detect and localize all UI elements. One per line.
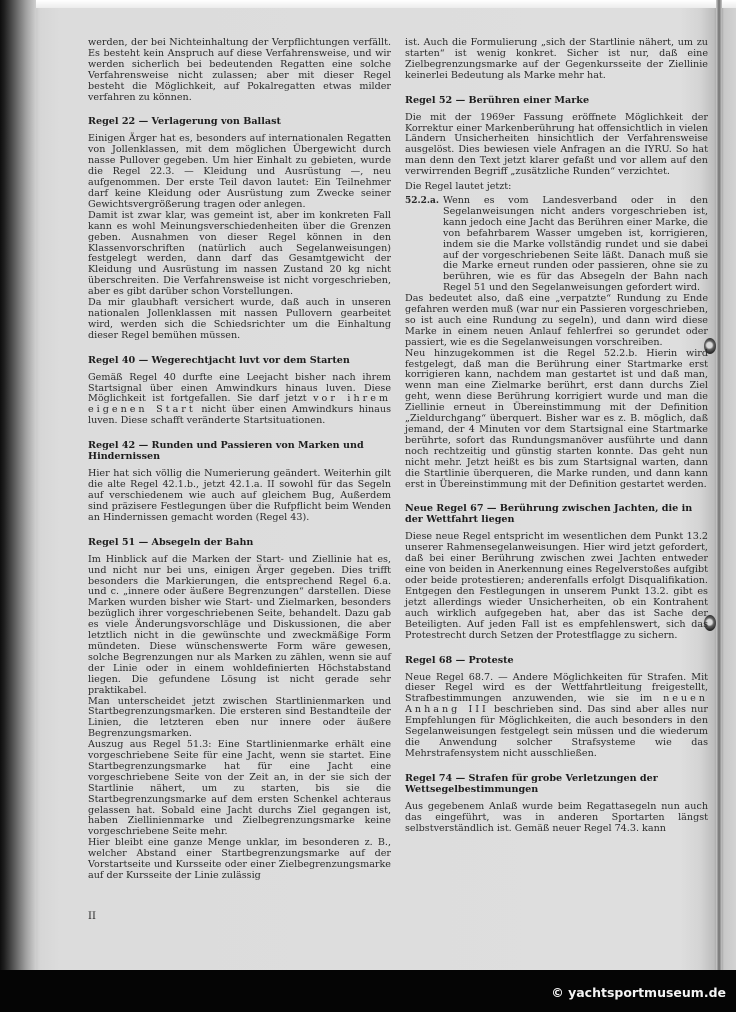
paragraph-text: beschrieben sind. Das sind aber alles nur Empfehlungen für Möglichkeiten, die auch besonders in den Segelanweisungen festgelegt sein müssen und die wiederum die Anwendung solcher Strafsysteme wie das Mehrstrafensystem nicht ausschließen. xyxy=(405,704,708,759)
paragraph xyxy=(88,373,391,428)
paragraph: Man unterscheidet jetzt zwischen Startlinienmarken und Startbegrenzungsmarken. Die ersteren sind Bestandteile der Linien, die letzteren eben nur innere oder äußere Begrenzungsmarken. xyxy=(88,695,391,740)
section-heading: Regel 52 — Berühren einer Marke xyxy=(405,94,590,106)
paragraph-text: Gemäß Regel 40 durfte eine Leejacht bisher nach ihrem Startsignal über einen Amwindkurs hinaus luven. Diese Möglichkeit ist fortgefallen. Sie darf jetzt xyxy=(88,371,391,405)
intro-paragraph: werden, der bei Nichteinhaltung der Verpflichtungen verfällt. Es besteht kein Anspruch auf diese Verfahrensweise, und wir werden sicherlich bei bedeutenden Regatten eine solche Verfahrensweise nicht zulassen; aber mit dieser Regel besteht die Möglichkeit, auf Pokalregatten etwas milder verfahren zu können. xyxy=(88,37,391,103)
page-number: II xyxy=(88,911,96,922)
watermark: © yachtsportmuseum.de xyxy=(551,985,726,1000)
book-spine-shadow xyxy=(0,0,36,970)
paragraph-text: nicht über einen Amwindkurs hinaus luven. Diese schafft veränderte Startsituationen. xyxy=(88,404,391,427)
paragraph: Das bedeutet also, daß eine „verpatzte“ Rundung zu Ende gefahren werden muß (war nur ein Passieren vorgeschrieben, so ist auch eine Rundung zu segeln), und dann wird diese Marke in einem neuen Anlauf fehlerfrei so gerundet oder passiert, wie es die Segelanweisungen vorschreiben. xyxy=(405,293,708,348)
paragraph: Die Regel lautet jetzt: xyxy=(405,181,512,193)
section-heading: Neue Regel 67 — Berührung zwischen Jachten, die in der Wettfahrt liegen xyxy=(405,503,693,526)
paragraph: Damit ist zwar klar, was gemeint ist, aber im konkreten Fall kann es wohl Meinungsverschiedenheiten über die Grenzen geben. Ausnahmen von dieser Regel können in den Klassenvorschriften (natürlich auch Segelanweisungen) festgelegt werden, dann darf das Gesamtgewicht der Kleidung und Ausrüstung im nassen Zustand 20 kg nicht überschreiten. Die Verfahrensweise ist nicht vorgeschrieben, aber es gibt darüber schon Vorstellungen. xyxy=(88,209,391,298)
paragraph: Da mir glaubhaft versichert wurde, daß auch in unseren nationalen Jollenklassen mit nassen Pullovern gearbeitet wird, werden sich die Schiedsrichter um die Einhaltung dieser Regel bemühen müssen. xyxy=(88,297,391,341)
paragraph: Diese neue Regel entspricht im wesentlichen dem Punkt 13.2 unserer Rahmensegelanweisungen. Hier wird jetzt gefordert, daß bei einer Berührung zwischen zwei Jachten entweder eine von beiden in Anerkennung eines Regelverstoßes aufgibt oder beide protestieren; anderenfalls erfolgt Disqualifikation. Entgegen den Festlegungen in unserem Punkt 13.2. gibt es jetzt allerdings wieder Unsicherheiten, ob ein Kontrahent auch wirklich aufgegeben hat, aber das ist Sache der Beteiligten. Auf jeden Fall ist es empfehlenswert, sich das Protestrecht durch Setzen der Protestflagge zu sichern. xyxy=(405,531,708,641)
paragraph: Einigen Ärger hat es, besonders auf internationalen Regatten von Jollenklassen, mit dem möglichen Übergewicht durch nasse Pullover gegeben. Um hier Einhalt zu gebieten, wurde die Regel 22.3. — Kleidung und Ausrüstung —, neu aufgenommen. Der erste Teil davon lautet: Ein Teilnehmer darf keine Kleidung oder Ausrüstung zum Zwecke seiner Gewichtsvergrößerung tragen oder anlegen. xyxy=(88,133,391,210)
rule-number: 52.2.a. xyxy=(405,195,440,206)
intro-paragraph: ist. Auch die Formulierung „sich der Startlinie nähert, um zu starten“ ist wenig konkret. Sicher ist nur, daß eine Zielbegrenzungsmarke auf der Gegenkursseite der Ziellinie keinerlei Bedeutung als Marke mehr hat. xyxy=(405,37,708,81)
left-column xyxy=(88,38,391,882)
page-gutter xyxy=(716,0,722,970)
paragraph: Hier hat sich völlig die Numerierung geändert. Weiterhin gilt die alte Regel 42.1.b., jetzt 42.1.a. II sowohl für das Segeln auf verschiedenem wie auch auf gleichem Bug, Außerdem sind präzisere Festlegungen über die Rufpflicht beim Wenden an Hindernissen gemacht worden (Regel 43). xyxy=(88,468,391,523)
paragraph: Aus gegebenem Anlaß wurde beim Regattasegeln nun auch das eingeführt, was in anderen Sportarten längst selbstverständlich ist. Gemäß neuer Regel 74.3. kann xyxy=(405,800,708,834)
section-heading: Regel 22 — Verlagerung von Ballast xyxy=(88,116,281,128)
section-heading: Regel 40 — Wegerechtjacht luvt vor dem Starten xyxy=(88,354,350,366)
emphasis-text: vor ihrem eigenen Start xyxy=(88,393,391,416)
paragraph xyxy=(405,673,708,760)
rule-quote xyxy=(405,196,708,294)
section-heading: Regel 51 — Absegeln der Bahn xyxy=(88,536,254,548)
paragraph: Die mit der 1969er Fassung eröffnete Möglichkeit der Korrektur einer Markenberührung hat offensichtlich in vielen Ländern Unsicherheiten hinsichtlich der Verfahrensweise ausgelöst. Dies bewiesen viele Anfragen an die IYRU. So hat man denn den Text jetzt klarer gefaßt und vor allem auf den verwirrenden Begriff „zusätzliche Runden“ verzichtet. xyxy=(405,111,708,178)
right-column xyxy=(405,38,708,838)
section-heading: Regel 74 — Strafen für grobe Verletzungen der Wettsegelbestimmungen xyxy=(405,772,658,795)
rule-text: Wenn es vom Landesverband oder in den Segelanweisungen nicht anders vorgeschrieben ist, kann jedoch eine Jacht das Berühren einer Marke, die von befahrbarem Wasser umgeben ist, korrigieren, indem sie die Marke vollständig rundet und sie dabei auf der vorgeschriebenen Seite läßt. Danach muß sie die Marke erneut runden oder passieren, ohne sie zu berühren, wie es für das Absegeln der Bahn nach Regel 51 und den Segelanweisungen gefordert wird. xyxy=(443,194,708,294)
emphasis-text: neuen Anhang III xyxy=(405,693,708,716)
section-heading: Regel 68 — Proteste xyxy=(405,654,514,666)
page-top-edge xyxy=(0,0,736,8)
paragraph: Neu hinzugekommen ist die Regel 52.2.b. Hierin wird festgelegt, daß man die Berührung einer Startmarke erst korrigieren kann, nachdem man gestartet ist und daß man, wenn man eine Zielmarke berührt, erst dann durchs Ziel geht, wenn diese Berührung korrigiert wurde und man die Ziellinie erneut in Übereinstimmung mit der Definition „Zieldurchgang“ überquert. Bisher war es z. B. möglich, daß jemand, der 4 Minuten vor dem Startsignal eine Startmarke berührte, sofort das Rundungsmanöver ausführte und dann noch rechtzeitig und günstig starten konnte. Das geht nun nicht mehr. Jetzt heißt es bis zum Startsignal warten, dann die Startlinie überqueren, die Marke runden, und dann kann erst in Übereinstimmung mit der Definition gestartet werden. xyxy=(405,347,708,490)
paragraph: Hier bleibt eine ganze Menge unklar, im besonderen z. B., welcher Abstand einer Startbegrenzungsmarke auf der Vorstartseite und Kursseite oder einer Zielbegrenzungsmarke auf der Kursseite der Linie zulässig xyxy=(88,837,391,881)
section-heading: Regel 42 — Runden und Passieren von Marken und Hindernissen xyxy=(88,440,364,463)
paragraph-text: Neue Regel 68.7. — Andere Möglichkeiten für Strafen. Mit dieser Regel wird es der Wettfahrtleitung freigestellt, Strafbestimmungen anzuwenden, wie sie im xyxy=(405,671,708,705)
paragraph: Im Hinblick auf die Marken der Start- und Ziellinie hat es, und nicht nur bei uns, einigen Ärger gegeben. Dies trifft besonders die Markierungen, die entsprechend Regel 6.a. und c. „innere oder äußere Begrenzungen“ darstellen. Diese Marken wurden bisher wie Start- und Zielmarken, besonders bezüglich ihrer vorgeschriebenen Seite, behandelt. Dazu gab es viele Änderungsvorschläge und Diskussionen, die aber letztlich nicht in die gewünschte und zweckmäßige Form mündeten. Diese wünschenswerte Form wäre gewesen, solche Begrenzungen nur als Marken zu zählen, wenn sie auf der Linie oder in einem wohldefinierten Höchstabstand liegen. Die gefundene Lösung ist nicht gerade sehr praktikabel. xyxy=(88,553,391,696)
paragraph: Auszug aus Regel 51.3: Eine Startlinienmarke erhält eine vorgeschriebene Seite für eine Jacht, wenn sie startet. Eine Startbegrenzungsmarke hat für eine Jacht eine vorgeschriebene Seite von der Zeit an, in der sie sich der Startlinie nähert, um zu starten, bis sie die Startbegrenzungsmarke auf dem ersten Schenkel achteraus gelassen hat. Sobald eine Jacht durchs Ziel gegangen ist, haben Ziellinienmarke und Zielbegrenzungsmarke keine vorgeschriebene Seite mehr. xyxy=(88,739,391,838)
